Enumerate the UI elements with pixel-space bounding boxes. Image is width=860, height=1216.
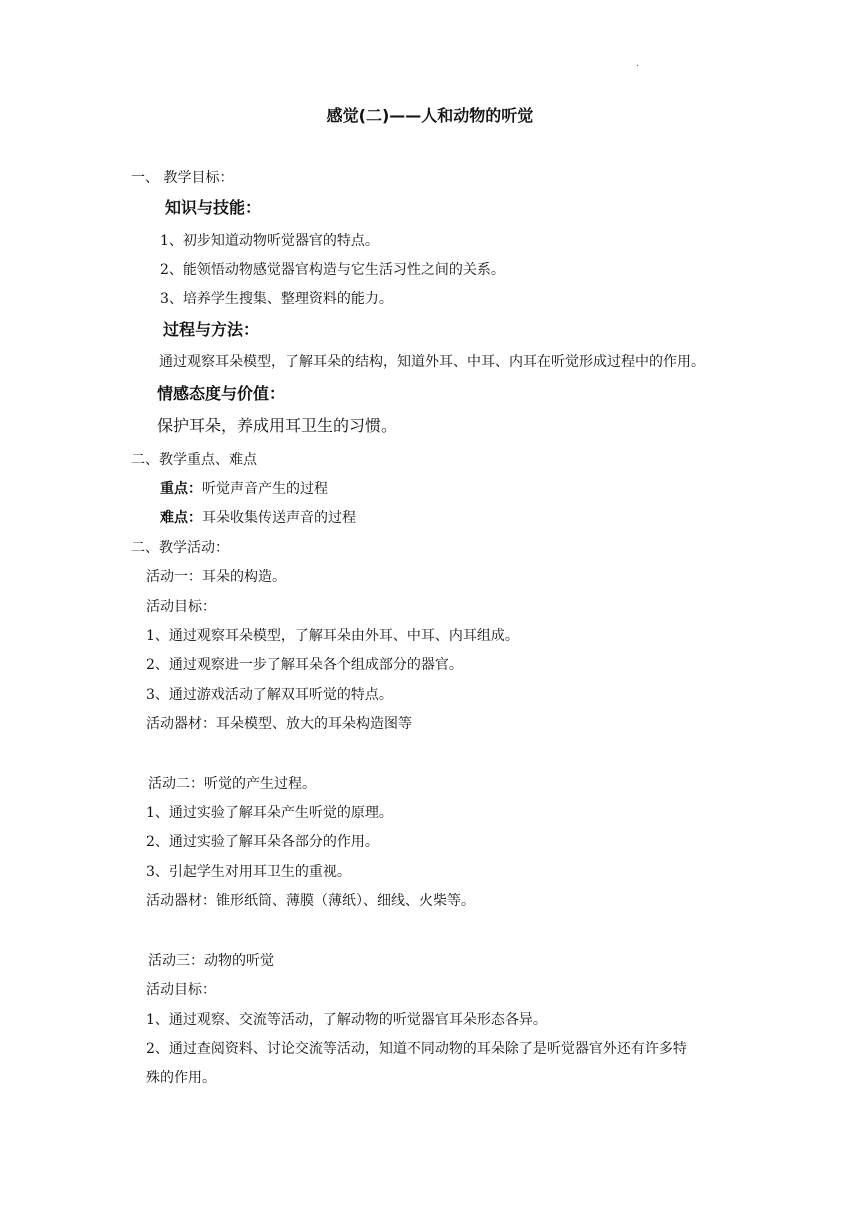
difficult-text: 耳朵收集传送声音的过程 xyxy=(202,510,356,526)
activity2-materials: 活动器材：锥形纸筒、薄膜（薄纸）、细线、火柴等。 xyxy=(146,893,475,909)
activity2-item: 1、通过实验了解耳朵产生听觉的原理。 xyxy=(146,805,393,821)
emotion-heading: 情感态度与价值： xyxy=(157,384,286,403)
page-dot: . xyxy=(636,58,640,69)
activity1-item: 2、通过观察进一步了解耳朵各个组成部分的器官。 xyxy=(146,657,463,673)
activity1-item: 3、通过游戏活动了解双耳听觉的特点。 xyxy=(146,687,393,703)
emotion-text: 保护耳朵，养成用耳卫生的习惯。 xyxy=(157,416,398,435)
knowledge-item: 3、培养学生搜集、整理资料的能力。 xyxy=(160,291,393,307)
activity1-materials: 活动器材：耳朵模型、放大的耳朵构造图等 xyxy=(146,716,412,732)
activity2-title: 活动二：听觉的产生过程。 xyxy=(148,776,316,792)
section1-heading: 一、 教学目标： xyxy=(131,170,234,186)
activity3-item-continued: 殊的作用。 xyxy=(146,1070,216,1086)
activity3-item: 1、通过观察、交流等活动，了解动物的听觉器官耳朵形态各异。 xyxy=(146,1012,547,1028)
knowledge-heading: 知识与技能： xyxy=(165,198,262,217)
knowledge-item: 2、能领悟动物感觉器官构造与它生活习性之间的关系。 xyxy=(160,262,505,278)
activity1-goal-label: 活动目标： xyxy=(146,599,216,615)
section3-heading: 二、教学活动： xyxy=(131,540,229,556)
page-title: 感觉(二)——人和动物的听觉 xyxy=(326,106,534,125)
difficult-point xyxy=(160,508,356,528)
activity3-title: 活动三：动物的听觉 xyxy=(148,953,274,969)
process-text: 通过观察耳朵模型，了解耳朵的结构，知道外耳、中耳、内耳在听觉形成过程中的作用。 xyxy=(159,354,705,370)
process-heading: 过程与方法： xyxy=(163,320,260,339)
key-point xyxy=(160,479,328,499)
section2-heading: 二、教学重点、难点 xyxy=(131,452,257,468)
difficult-label: 难点： xyxy=(160,510,202,526)
activity3-item: 2、通过查阅资料、讨论交流等活动，知道不同动物的耳朵除了是听觉器官外还有许多特 xyxy=(146,1041,687,1057)
knowledge-item: 1、初步知道动物听觉器官的特点。 xyxy=(160,233,379,249)
activity2-item: 3、引起学生对用耳卫生的重视。 xyxy=(146,864,351,880)
activity1-title: 活动一：耳朵的构造。 xyxy=(146,569,286,585)
key-label: 重点： xyxy=(160,481,202,497)
activity1-item: 1、通过观察耳朵模型，了解耳朵由外耳、中耳、内耳组成。 xyxy=(146,628,519,644)
activity3-goal-label: 活动目标： xyxy=(146,982,216,998)
activity2-item: 2、通过实验了解耳朵各部分的作用。 xyxy=(146,834,379,850)
key-text: 听觉声音产生的过程 xyxy=(202,481,328,497)
